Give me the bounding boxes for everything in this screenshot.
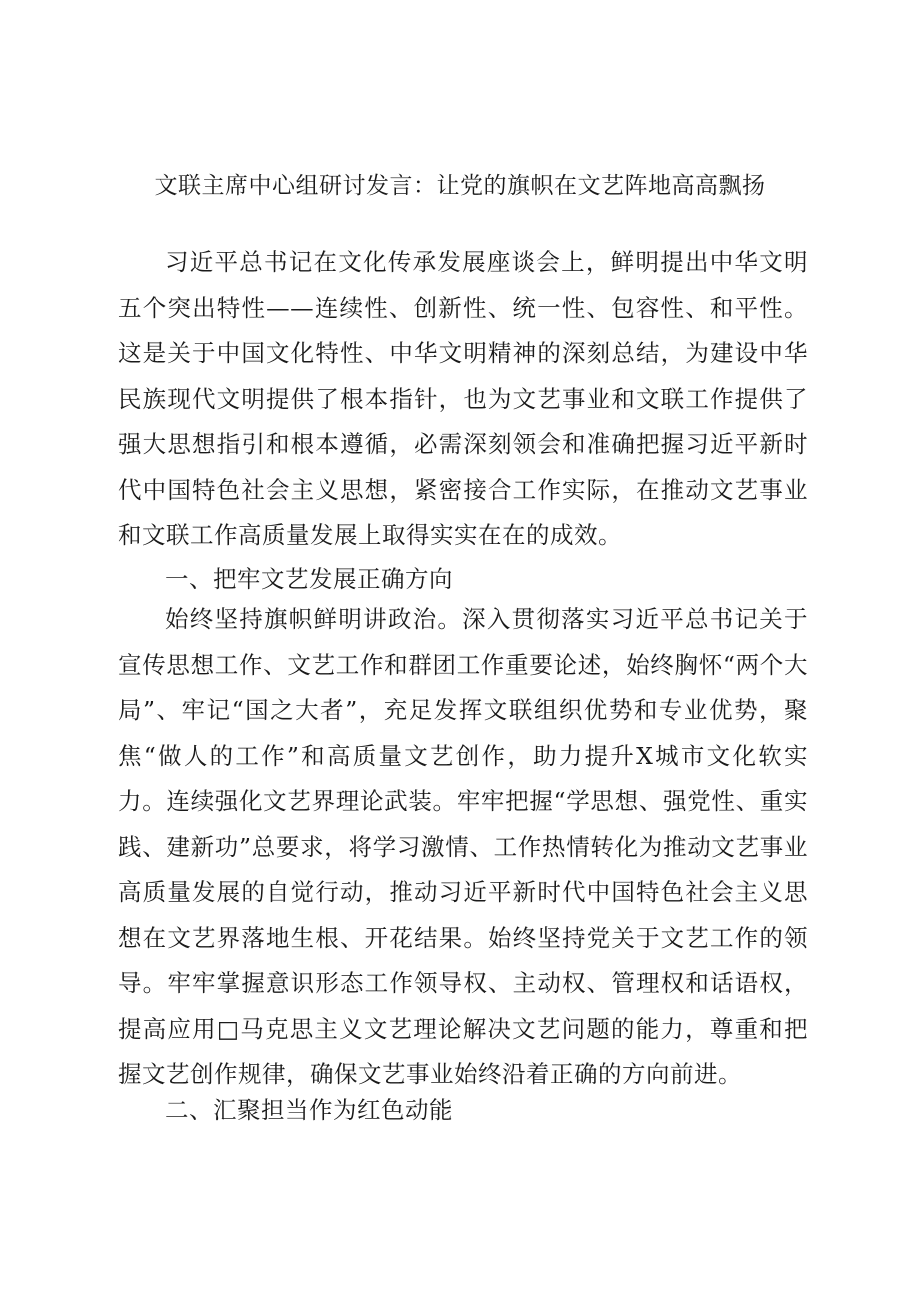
document-title: 文联主席中心组研讨发言：让党的旗帜在文艺阵地高高飘扬	[154, 173, 766, 199]
section-heading-2: 二、汇聚担当作为红色动能	[165, 1096, 453, 1124]
paragraph-intro: 习近平总书记在文化传承发展座谈会上，鲜明提出中华文明五个突出特性——连续性、创新性、统一性、包容性、和平性。这是关于中国文化特性、中华文明精神的深刻总结，为建设中华民族现代文明提供了根本指针，也为文艺事业和文联工作提供了强大思想指引和根本遵循，必需深刻领会和准确把握习近平新时代中国特色社会主义思想，紧密接合工作实际，在推动文艺事业和文联工作高质量发展上取得实实在在的成效。	[118, 248, 808, 549]
paragraph-section-1: 始终坚持旗帜鲜明讲政治。深入贯彻落实习近平总书记关于宣传思想工作、文艺工作和群团工作重要论述，始终胸怀“两个大局”、牢记“国之大者”，充足发挥文联组织优势和专业优势，聚焦“做人的工作”和高质量文艺创作，助力提升X城市文化软实力。连续强化文艺界理论武装。牢牢把握“学思想、强党性、重实践、建新功”总要求，将学习激情、工作热情转化为推动文艺事业高质量发展的自觉行动，推动习近平新时代中国特色社会主义思想在文艺界落地生根、开花结果。始终坚持党关于文艺工作的领导。牢牢掌握意识形态工作领导权、主动权、管理权和话语权，提高应用□马克思主义文艺理论解决文艺问题的能力，尊重和把握文艺创作规律，确保文艺事业始终沿着正确的方向前进。	[118, 605, 808, 1088]
section-heading-1: 一、把牢文艺发展正确方向	[165, 565, 453, 593]
